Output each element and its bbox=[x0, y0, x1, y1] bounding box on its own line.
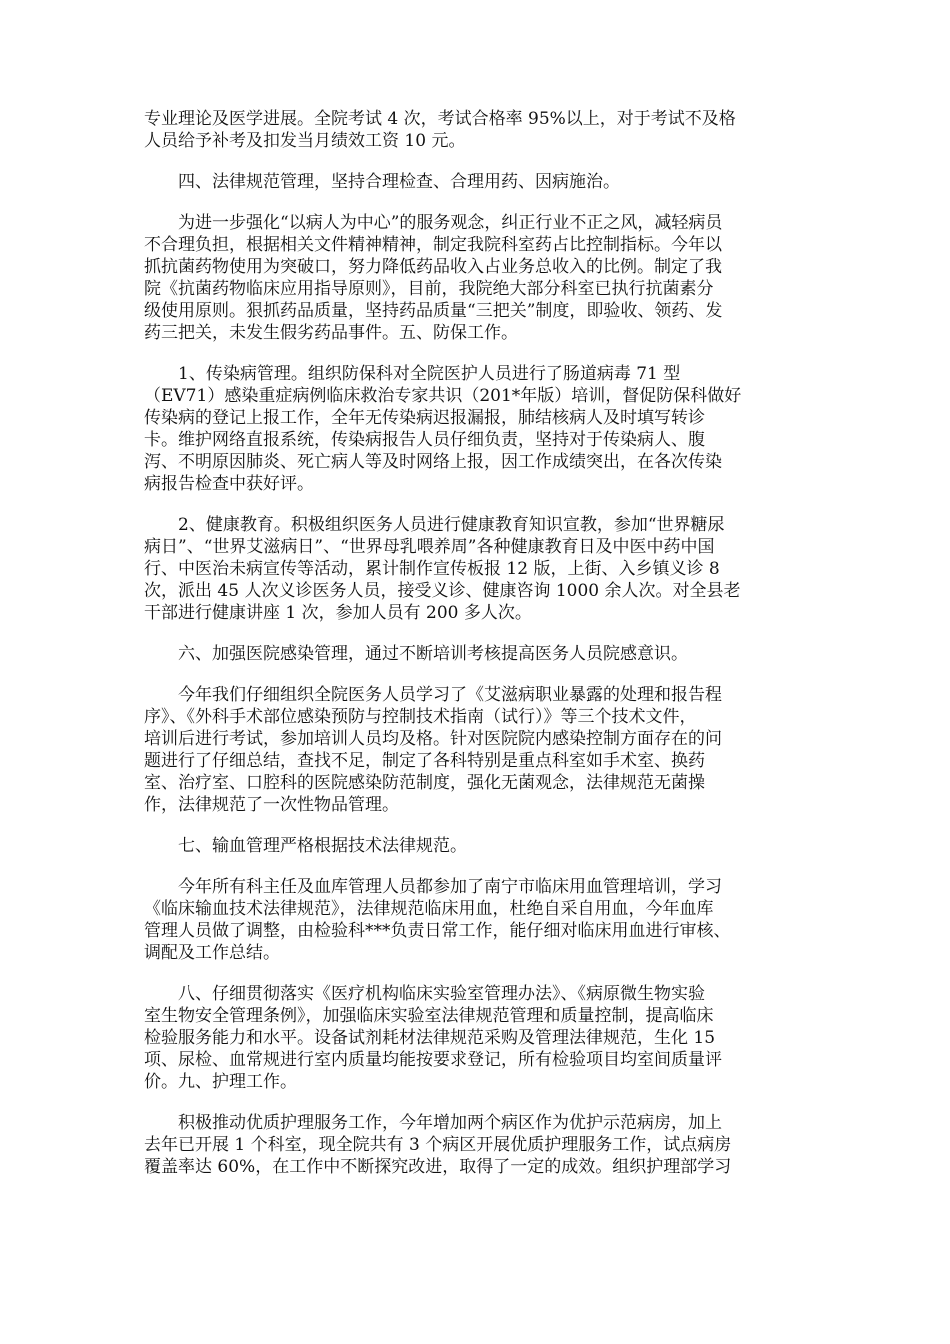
text-line: 题进行了仔细总结，查找不足，制定了各科特别是重点科室如手术室、换药 bbox=[144, 751, 705, 771]
text-line: 今年我们仔细组织全院医务人员学习了《艾滋病职业暴露的处理和报告程 bbox=[144, 685, 722, 705]
text-line: 积极推动优质护理服务工作，今年增加两个病区作为优护示范病房，加上 bbox=[144, 1113, 722, 1133]
text-line: 1、传染病管理。组织防保科对全院医护人员进行了肠道病毒 71 型 bbox=[144, 364, 681, 384]
paragraph-3 bbox=[144, 212, 804, 344]
text-line: 管理人员做了调整，由检验科***负责日常工作，能仔细对临床用血进行审核、 bbox=[144, 921, 731, 941]
text-line: 卡。维护网络直报系统，传染病报告人员仔细负责，坚持对于传染病人、腹 bbox=[144, 430, 705, 450]
text-line: 调配及工作总结。 bbox=[144, 943, 280, 963]
section-heading-7 bbox=[144, 835, 804, 857]
text-line: 室、治疗室、口腔科的医院感染防范制度，强化无菌观念，法律规范无菌操 bbox=[144, 773, 705, 793]
text-line: 不合理负担，根据相关文件精神精神，制定我院科室药占比控制指标。今年以 bbox=[144, 235, 722, 255]
text-line: 序》、《外科手术部位感染预防与控制技术指南（试行）》等三个技术文件， bbox=[144, 707, 697, 727]
text-line: 抓抗菌药物使用为突破口，努力降低药品收入占业务总收入的比例。制定了我 bbox=[144, 257, 722, 277]
text-line: 人员给予补考及扣发当月绩效工资 10 元。 bbox=[144, 131, 466, 151]
document-page bbox=[144, 108, 804, 1197]
text-line: 室生物安全管理条例》，加强临床实验室法律规范管理和质量控制，提高临床 bbox=[144, 1006, 714, 1026]
text-line: 病日”、“世界艾滋病日”、“世界母乳喂养周”各种健康教育日及中医中药中国 bbox=[144, 537, 715, 557]
text-line: 传染病的登记上报工作，全年无传染病迟报漏报，肺结核病人及时填写转诊 bbox=[144, 408, 705, 428]
text-line: 八、仔细贯彻落实《医疗机构临床实验室管理办法》、《病原微生物实验 bbox=[144, 984, 705, 1004]
text-line: 四、法律规范管理，坚持合理检查、合理用药、因病施治。 bbox=[144, 172, 620, 192]
paragraph-10 bbox=[144, 983, 804, 1093]
text-line: 院《抗菌药物临床应用指导原则》，目前，我院绝大部分科室已执行抗菌素分 bbox=[144, 279, 714, 299]
text-line: 药三把关，未发生假劣药品事件。五、防保工作。 bbox=[144, 323, 518, 343]
paragraph-9 bbox=[144, 876, 804, 964]
paragraph-5 bbox=[144, 514, 804, 624]
text-line: 次，派出 45 人次义诊医务人员，接受义诊、健康咨询 1000 余人次。对全县老 bbox=[144, 581, 741, 601]
paragraph-11 bbox=[144, 1112, 804, 1178]
text-line: 项、尿检、血常规进行室内质量均能按要求登记，所有检验项目均室间质量评 bbox=[144, 1050, 722, 1070]
section-heading-6 bbox=[144, 643, 804, 665]
paragraph-1 bbox=[144, 108, 804, 152]
paragraph-7 bbox=[144, 684, 804, 816]
text-line: 价。九、护理工作。 bbox=[144, 1072, 297, 1092]
text-line: 级使用原则。狠抓药品质量，坚持药品质量“三把关”制度，即验收、领药、发 bbox=[144, 301, 723, 321]
text-line: 病报告检查中获好评。 bbox=[144, 474, 314, 494]
text-line: 七、输血管理严格根据技术法律规范。 bbox=[144, 836, 467, 856]
text-line: 泻、不明原因肺炎、死亡病人等及时网络上报，因工作成绩突出，在各次传染 bbox=[144, 452, 722, 472]
text-line: 检验服务能力和水平。设备试剂耗材法律规范采购及管理法律规范，生化 15 bbox=[144, 1028, 716, 1048]
text-line: 去年已开展 1 个科室，现全院共有 3 个病区开展优质护理服务工作，试点病房 bbox=[144, 1135, 732, 1155]
text-line: 2、健康教育。积极组织医务人员进行健康教育知识宣教，参加“世界糖尿 bbox=[144, 515, 725, 535]
paragraph-4 bbox=[144, 363, 804, 495]
text-line: 《临床输血技术法律规范》，法律规范临床用血，杜绝自采自用血，今年血库 bbox=[144, 899, 714, 919]
text-line: 作，法律规范了一次性物品管理。 bbox=[144, 795, 399, 815]
text-line: （EV71）感染重症病例临床救治专家共识（201*年版）培训，督促防保科做好 bbox=[144, 386, 742, 406]
text-line: 专业理论及医学进展。全院考试 4 次，考试合格率 95%以上，对于考试不及格 bbox=[144, 109, 736, 129]
text-line: 覆盖率达 60%，在工作中不断探究改进，取得了一定的成效。组织护理部学习 bbox=[144, 1157, 732, 1177]
text-line: 为进一步强化“以病人为中心”的服务观念，纠正行业不正之风，减轻病员 bbox=[144, 213, 723, 233]
text-line: 六、加强医院感染管理，通过不断培训考核提高医务人员院感意识。 bbox=[144, 644, 688, 664]
section-heading-4 bbox=[144, 171, 804, 193]
text-line: 培训后进行考试，参加培训人员均及格。针对医院院内感染控制方面存在的问 bbox=[144, 729, 722, 749]
text-line: 干部进行健康讲座 1 次，参加人员有 200 多人次。 bbox=[144, 603, 532, 623]
text-line: 行、中医治未病宣传等活动，累计制作宣传板报 12 版，上街、入乡镇义诊 8 bbox=[144, 559, 720, 579]
text-line: 今年所有科主任及血库管理人员都参加了南宁市临床用血管理培训，学习 bbox=[144, 877, 722, 897]
